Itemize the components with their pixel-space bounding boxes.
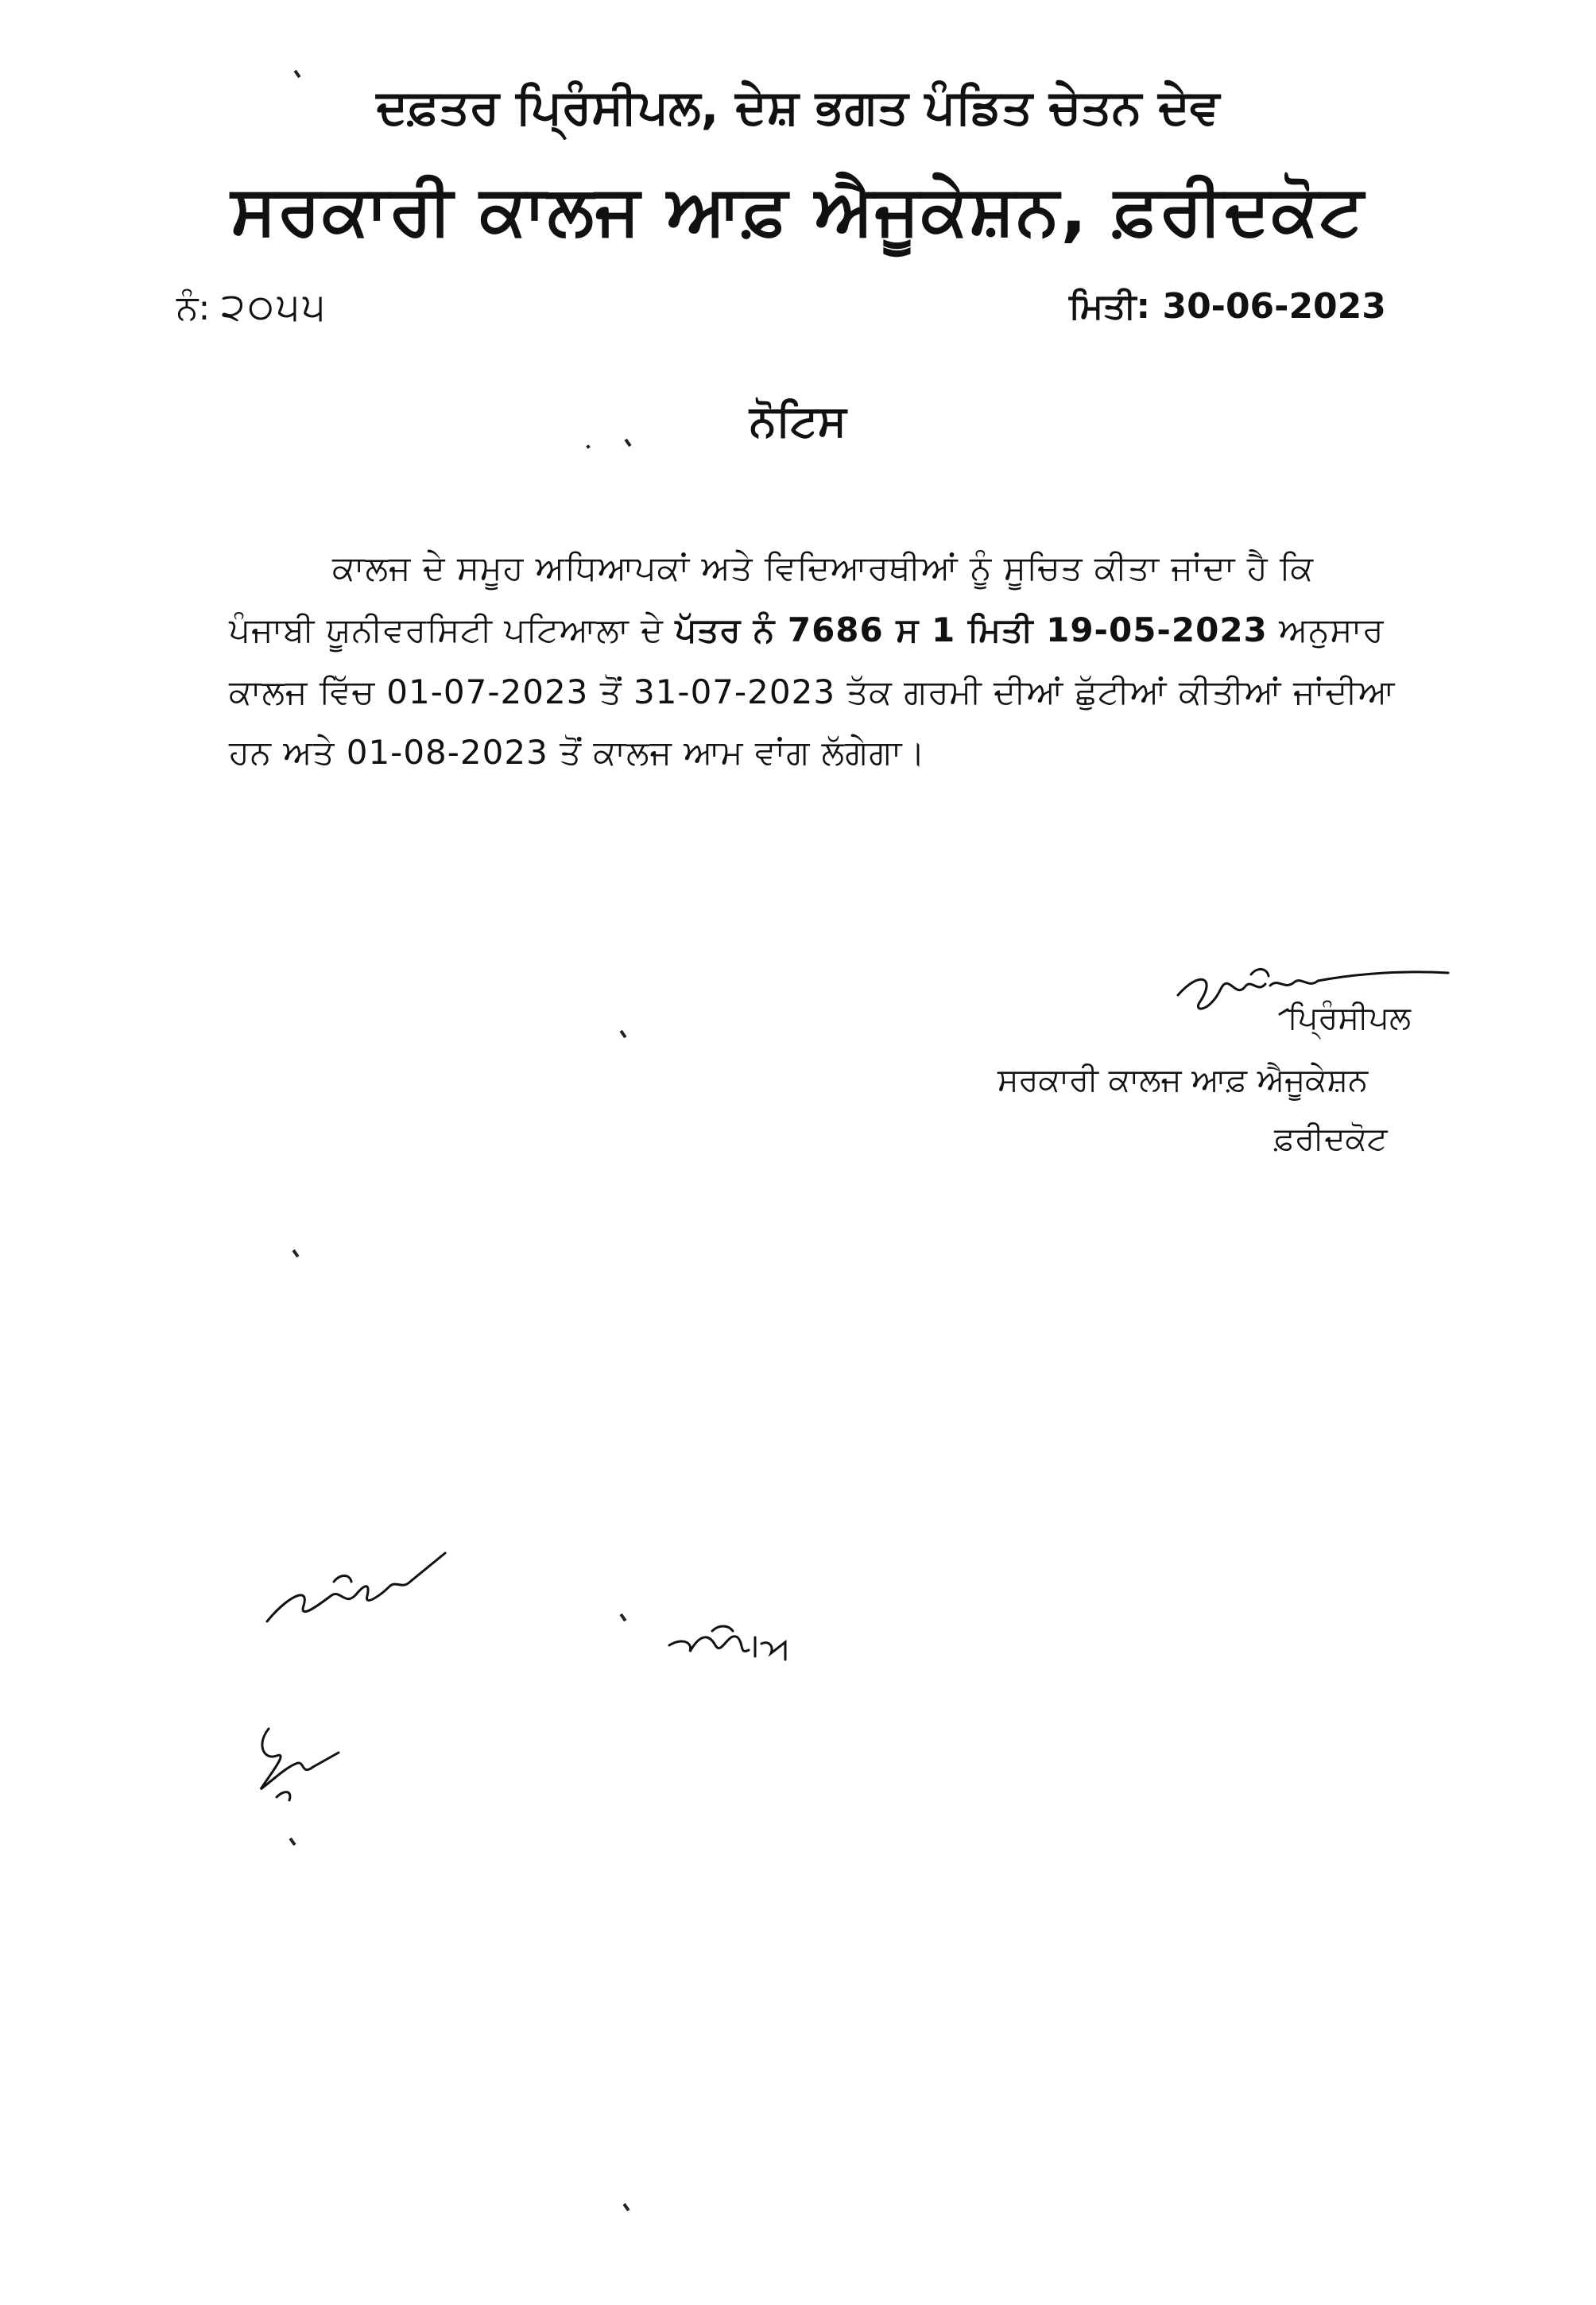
date-value: 30-06-2023	[1162, 286, 1386, 327]
scan-speck	[619, 1614, 626, 1621]
notice-line-2-start: ਪੰਜਾਬੀ ਯੂਨੀਵਰਸਿਟੀ ਪਟਿਆਲਾ ਦੇ	[229, 610, 664, 649]
college-name: ਸਰਕਾਰੀ ਕਾਲਜ ਆਫ਼ ਐਜੂਕੇਸ਼ਨ, ਫ਼ਰੀਦਕੋਟ	[230, 171, 1366, 250]
letter-reference: ਪੱਤਰ ਨੰ 7686 ਸ 1 ਮਿਤੀ 19-05-2023	[675, 610, 1268, 649]
notice-line-1: ਕਾਲਜ ਦੇ ਸਮੂਹ ਅਧਿਆਪਕਾਂ ਅਤੇ ਵਿਦਿਆਰਥੀਆਂ ਨੂੰ ਸੂਚਿਤ ਕੀਤਾ ਜਾਂਦਾ ਹੈ ਕਿ	[332, 548, 1315, 587]
notice-line-4: ਹਨ ਅਤੇ 01-08-2023 ਤੋਂ ਕਾਲਜ ਆਮ ਵਾਂਗ ਲੱਗੇਗਾ।	[229, 733, 926, 772]
initials-signature-2-icon	[666, 1614, 801, 1677]
signatory-college: ਸਰਕਾਰੀ ਕਾਲਜ ਆਫ਼ ਐਜੂਕੇਸ਼ਨ	[998, 1062, 1369, 1098]
initials-signature-3-icon	[245, 1721, 348, 1808]
reference-value: ੨੦੫੫	[221, 285, 328, 329]
office-line: ਦਫ਼ਤਰ ਪ੍ਰਿੰਸੀਪਲ, ਦੇਸ਼ ਭਗਤ ਪੰਡਿਤ ਚੇਤਨ ਦੇਵ	[376, 79, 1220, 135]
scan-speck	[622, 2203, 629, 2211]
reference-label: ਨੰ:	[176, 288, 211, 328]
reference-number	[176, 285, 328, 330]
notice-heading: ਨੋਟਿਸ	[750, 396, 846, 446]
initials-signature-1-icon	[262, 1550, 453, 1629]
signatory-city: ਫ਼ਰੀਦਕੋਟ	[1274, 1121, 1388, 1157]
notice-line-3: ਕਾਲਜ ਵਿੱਚ 01-07-2023 ਤੋਂ 31-07-2023 ਤੱਕ ਗਰਮੀ ਦੀਆਂ ਛੁੱਟੀਆਂ ਕੀਤੀਆਂ ਜਾਂਦੀਆ	[229, 672, 1396, 711]
date-label: ਮਿਤੀ:	[1069, 286, 1151, 327]
issue-date	[1069, 286, 1386, 327]
notice-line-2-end: ਅਨੁਸਾਰ	[1279, 610, 1385, 649]
signatory-title: ਪ੍ਰਿੰਸੀਪਲ	[1288, 1000, 1411, 1036]
scan-speck	[292, 1249, 299, 1257]
scan-speck	[289, 1838, 296, 1846]
notice-line-2	[229, 610, 1385, 650]
scan-speck	[293, 70, 300, 78]
scan-speck	[619, 1030, 626, 1038]
